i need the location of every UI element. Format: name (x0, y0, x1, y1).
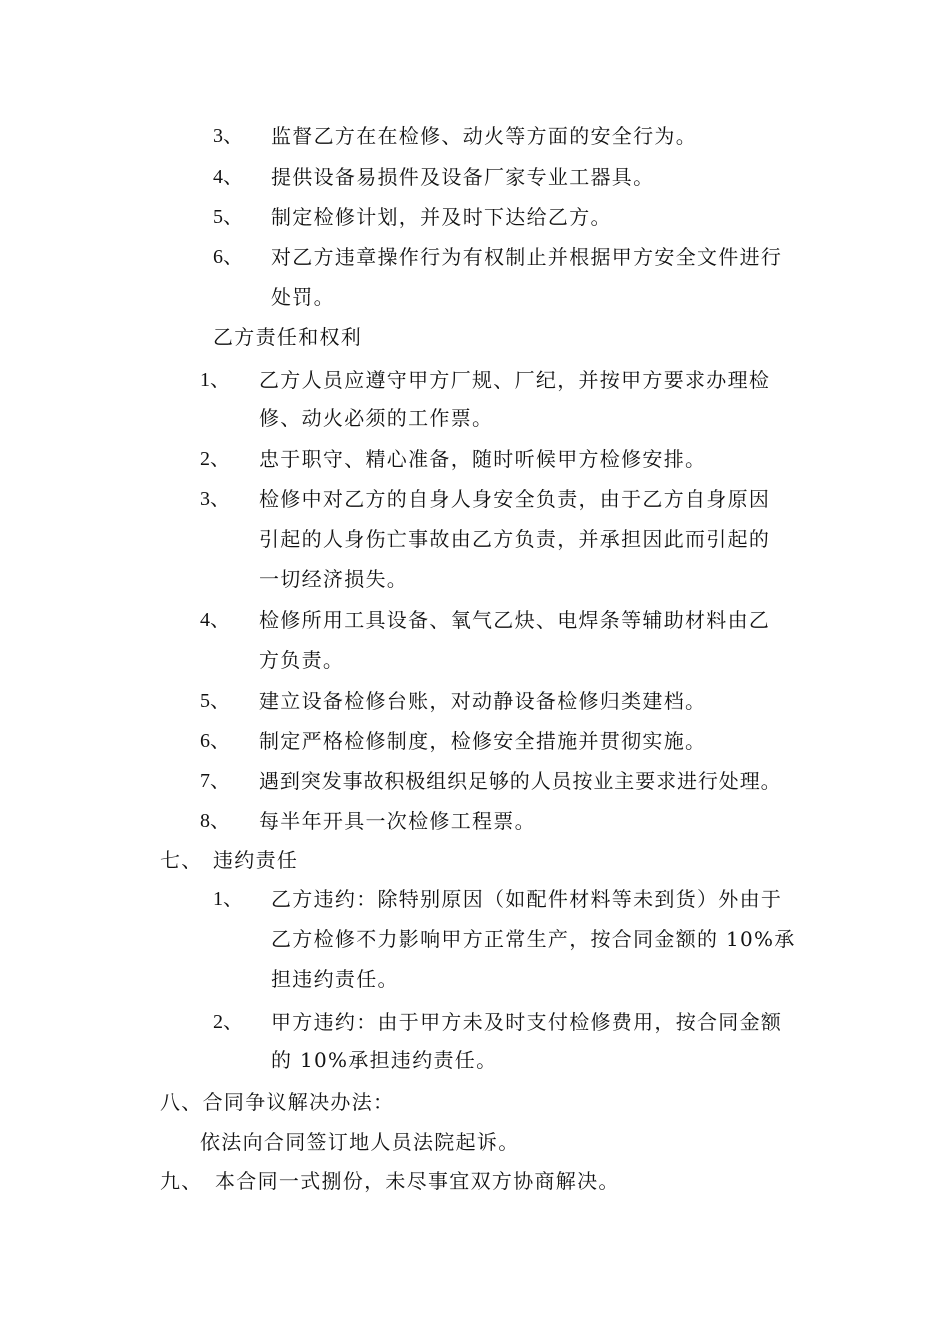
item-text: 乙方人员应遵守甲方厂规、厂纪，并按甲方要求办理检 (259, 368, 771, 392)
item-text: 遇到突发事故积极组织足够的人员按业主要求进行处理。 (259, 769, 782, 793)
item-number: 3、 (213, 125, 243, 147)
section-heading: 八、合同争议解决办法： (160, 1090, 395, 1114)
item-text: 监督乙方在在检修、动火等方面的安全行为。 (271, 124, 697, 148)
item-number: 7、 (200, 770, 230, 792)
section-number: 七、 (160, 848, 203, 872)
item-number: 8、 (200, 810, 230, 832)
item-text-continuation: 担违约责任。 (271, 967, 399, 991)
section-text: 本合同一式捌份，未尽事宜双方协商解决。 (215, 1169, 620, 1193)
item-text-continuation: 处罚。 (271, 285, 335, 309)
item-number: 3、 (200, 488, 230, 510)
section-body: 依法向合同签订地人员法院起诉。 (200, 1130, 520, 1154)
item-text: 乙方违约：除特别原因（如配件材料等未到货）外由于 (271, 887, 783, 911)
item-text: 对乙方违章操作行为有权制止并根据甲方安全文件进行 (271, 245, 783, 269)
section-title: 违约责任 (213, 848, 299, 872)
item-text: 制定检修计划，并及时下达给乙方。 (271, 205, 612, 229)
section-subheading: 乙方责任和权利 (213, 325, 363, 349)
item-text-continuation: 引起的人身伤亡事故由乙方负责，并承担因此而引起的 (259, 527, 771, 551)
item-number: 6、 (200, 730, 230, 752)
item-number: 2、 (213, 1011, 243, 1033)
item-text: 检修所用工具设备、氧气乙炔、电焊条等辅助材料由乙 (259, 608, 771, 632)
item-text-continuation: 修、动火必须的工作票。 (259, 406, 494, 430)
item-text: 检修中对乙方的自身人身安全负责，由于乙方自身原因 (259, 487, 771, 511)
item-text: 每半年开具一次检修工程票。 (259, 809, 536, 833)
item-text: 制定严格检修制度，检修安全措施并贯彻实施。 (259, 729, 707, 753)
item-number: 1、 (200, 369, 230, 391)
item-text-continuation: 一切经济损失。 (259, 567, 409, 591)
item-text: 忠于职守、精心准备，随时听候甲方检修安排。 (259, 447, 707, 471)
item-text-continuation: 方负责。 (259, 648, 345, 672)
item-text-continuation: 的 10%承担违约责任。 (271, 1048, 498, 1072)
item-text: 甲方违约：由于甲方未及时支付检修费用，按合同金额 (271, 1010, 783, 1034)
item-number: 4、 (200, 609, 230, 631)
item-number: 1、 (213, 888, 243, 910)
item-number: 6、 (213, 246, 243, 268)
item-text: 建立设备检修台账，对动静设备检修归类建档。 (259, 689, 707, 713)
item-number: 5、 (213, 206, 243, 228)
section-number: 九、 (160, 1169, 203, 1193)
item-number: 4、 (213, 166, 243, 188)
item-text-continuation: 乙方检修不力影响甲方正常生产，按合同金额的 10%承 (271, 927, 796, 951)
item-number: 2、 (200, 448, 230, 470)
item-number: 5、 (200, 690, 230, 712)
item-text: 提供设备易损件及设备厂家专业工器具。 (271, 165, 655, 189)
